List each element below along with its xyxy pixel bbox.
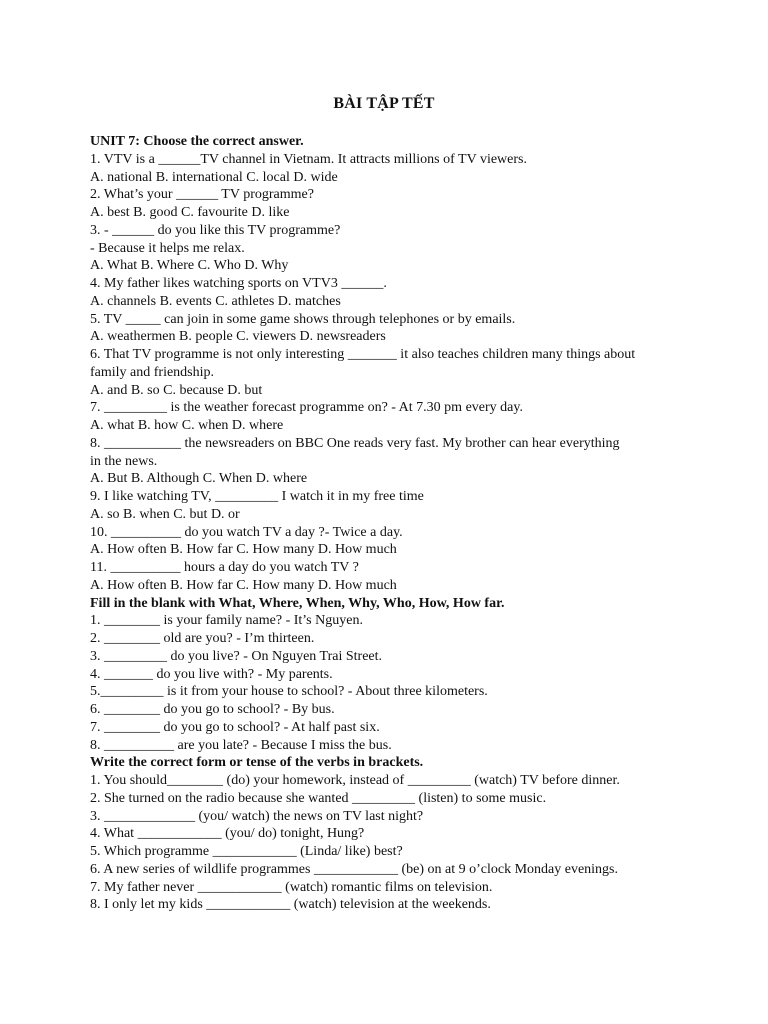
exercise-line: 4. My father likes watching sports on VTV3 ______. (90, 276, 387, 291)
exercise-line: A. But B. Although C. When D. where (90, 471, 308, 487)
document-title: BÀI TẬP TẾT (333, 95, 435, 112)
exercise-line: A. How often B. How far C. How many D. How much (90, 577, 397, 593)
exercise-line: - Because it helps me relax. (90, 240, 245, 256)
document-body (90, 133, 690, 914)
exercise-line: 8. __________ are you late? - Because I miss the bus. (90, 737, 392, 753)
exercise-line: A. channels B. events C. athletes D. matches (90, 293, 341, 309)
exercise-line: A. best B. good C. favourite D. like (90, 205, 290, 220)
exercise-line: 1. VTV is a ______TV channel in Vietnam. It attracts millions of TV viewers. (90, 151, 527, 167)
exercise-line: 4. _______ do you live with? - My parents. (90, 666, 333, 682)
exercise-line: 2. ________ old are you? - I’m thirteen. (90, 631, 315, 646)
exercise-line: family and friendship. (90, 364, 215, 380)
exercise-line: 8. ___________ the newsreaders on BBC One reads very fast. My brother can hear everything (90, 435, 620, 451)
section-heading: Fill in the blank with What, Where, When, Why, Who, How, How far. (90, 595, 505, 611)
exercise-line: 2. She turned on the radio because she wanted _________ (listen) to some music. (90, 790, 547, 806)
exercise-line: 3. - ______ do you like this TV programme? (90, 222, 341, 238)
exercise-line: 8. I only let my kids ____________ (watch) television at the weekends. (90, 897, 491, 913)
exercise-line: 3. _________ do you live? - On Nguyen Trai Street. (90, 648, 383, 664)
exercise-line: 5. Which programme ____________ (Linda/ like) best? (90, 844, 403, 859)
exercise-line: 5. TV _____ can join in some game shows through telephones or by emails. (90, 311, 516, 327)
exercise-line: A. What B. Where C. Who D. Why (90, 258, 289, 274)
exercise-line: 10. __________ do you watch TV a day ?- Twice a day. (90, 524, 403, 540)
exercise-line: 7. ________ do you go to school? - At half past six. (90, 719, 380, 735)
exercise-line: A. weathermen B. people C. viewers D. newsreaders (90, 329, 386, 345)
exercise-line: 1. You should________ (do) your homework, instead of _________ (watch) TV before dinner. (90, 773, 620, 788)
exercise-line: 3. _____________ (you/ watch) the news on TV last night? (90, 808, 424, 824)
exercise-line: 5._________ is it from your house to school? - About three kilometers. (90, 684, 488, 700)
exercise-line: A. and B. so C. because D. but (90, 382, 263, 398)
exercise-line: 1. ________ is your family name? - It’s Nguyen. (90, 613, 363, 629)
exercise-line: 7. My father never ____________ (watch) romantic films on television. (90, 879, 493, 895)
exercise-line: A. so B. when C. but D. or (90, 506, 240, 522)
exercise-line: 11. __________ hours a day do you watch TV ? (90, 560, 359, 575)
exercise-line: A. How often B. How far C. How many D. How much (90, 542, 397, 558)
exercise-line: 4. What ____________ (you/ do) tonight, Hung? (90, 826, 365, 842)
section-heading: UNIT 7: Choose the correct answer. (90, 134, 304, 149)
section-heading: Write the correct form or tense of the verbs in brackets. (90, 755, 424, 771)
exercise-line: 2. What’s your ______ TV programme? (90, 187, 314, 203)
exercise-line: A. national B. international C. local D. wide (90, 169, 338, 185)
exercise-line: A. what B. how C. when D. where (90, 418, 284, 433)
exercise-line: 7. _________ is the weather forecast programme on? - At 7.30 pm every day. (90, 400, 523, 416)
exercise-line: 6. A new series of wildlife programmes ____________ (be) on at 9 o’clock Monday evenings. (90, 861, 619, 877)
exercise-line: 9. I like watching TV, _________ I watch it in my free time (90, 489, 424, 504)
exercise-line: 6. That TV programme is not only interesting _______ it also teaches children many things about (90, 347, 636, 362)
exercise-line: in the news. (90, 453, 158, 469)
exercise-line: 6. ________ do you go to school? - By bus. (90, 702, 335, 717)
